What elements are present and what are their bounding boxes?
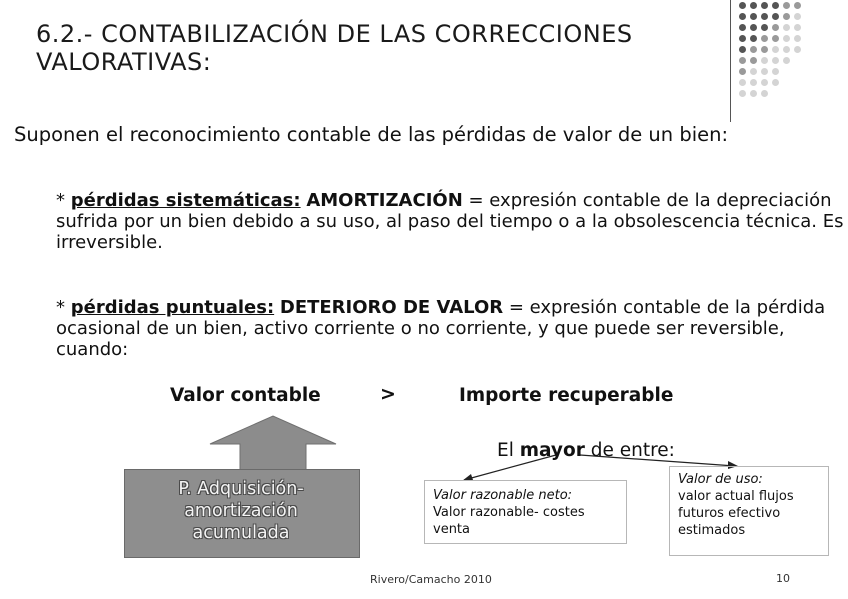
slide-title-line1: 6.2.- CONTABILIZACIÓN DE LAS CORRECCIONES <box>36 20 633 48</box>
mayor-de-entre-label <box>497 440 675 461</box>
item2-keyword: DETERIORO DE VALOR <box>279 297 504 318</box>
slide-title-line2: VALORATIVAS: <box>36 48 212 76</box>
grey-box-line1: P. Adquisición- <box>178 479 304 499</box>
item1-bullet: * <box>56 190 65 211</box>
greater-than-sign: > <box>380 383 396 405</box>
valor-de-uso-text: valor actual flujos futuros efectivo estimados <box>678 489 794 538</box>
valor-de-uso-box <box>669 466 829 556</box>
valor-contable-label: Valor contable <box>170 385 321 406</box>
item1-text: = expresión contable de la depreciación sufrida por un bien debido a su uso, al paso del tiempo o a la obsolescencia técnica. Es irreversible. <box>56 190 844 253</box>
mayor-bold: mayor <box>519 440 585 461</box>
item1-keyword: AMORTIZACIÓN <box>306 190 463 211</box>
mayor-suffix: de entre: <box>590 440 675 461</box>
importe-recuperable-label: Importe recuperable <box>459 385 674 406</box>
grey-box-text <box>124 478 358 544</box>
item2-text: = expresión contable de la pérdida ocasional de un bien, activo corriente o no corriente, y que puede ser reversible, cuando: <box>56 297 826 360</box>
item1-term: pérdidas sistemáticas: <box>70 190 301 211</box>
item2-bullet: * <box>56 297 65 318</box>
up-arrow-icon <box>210 416 336 470</box>
grey-box-line2: amortización <box>184 501 298 521</box>
footer-credit: Rivero/Camacho 2010 <box>370 573 492 586</box>
page-number: 10 <box>776 572 790 585</box>
grey-box-line3: acumulada <box>192 523 290 543</box>
item2-term: pérdidas puntuales: <box>70 297 275 318</box>
valor-razonable-box <box>424 480 627 544</box>
intro-text: Suponen el reconocimiento contable de las pérdidas de valor de un bien: <box>14 123 729 146</box>
mayor-prefix: El <box>497 440 514 461</box>
valor-razonable-heading: Valor razonable neto: <box>433 488 573 503</box>
valor-razonable-text: Valor razonable- costes venta <box>433 505 585 537</box>
valor-de-uso-heading: Valor de uso: <box>678 472 763 487</box>
